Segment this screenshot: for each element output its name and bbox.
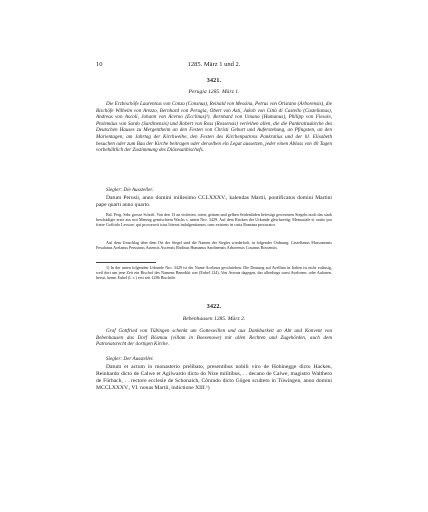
entry-3422-dateline-wrap <box>96 316 332 324</box>
footnote-divider <box>96 262 156 263</box>
page-header <box>96 61 332 71</box>
page-number: 10 <box>96 61 103 68</box>
entry-regest: Die Erzbischöfe Laurentius von Conza (Consnus), Reinald von Messina, Petrus von Oristano (Arborensis), die Bischöfe Wilhelm von Arezzo, Bernhard von Perugia, Obert von Asti, Jakob von Città di Castello (Castellanus), Andreas von Ascoli, Johann von Acerno (Ecclinus)¹). Bernhard von Umana (Humanus), Philipp von Fiesole, Ptolemäus von Sardo (Sardinensis) und Robert von Ross (Rossensis) verleihen allen, die die Pankratiuskirche des Deutschen Hauses zu Mergentheim an den Festen von Christi Geburt und Auferstehung, an Pfingsten, an den Marientagen, am Jahrtag der Kirchweihe, den Festen des Kirchenpatrons Pankratius und der hl. Elisabeth besuchen oder zum Bau der Kirche beitragen oder derselben ein Legat aussetzen, jeder einen Ablass von 40 Tagen vorbehältlich der Zustimmung des Diözesanbischofs. <box>96 101 332 154</box>
entry-text: Datum et actum in monasterio prelibato, presentibus nobili viro de Hohinegge dicto Hacken, Reinhardo dicto de Calwe et Agilwardo dicto do Nize militibus, . . decano de Calwe, magistro Walthero de Fürbach, . . rectore ecclesie de Schonaich, Cônrado dicto Gögen sculteto in Tüwingen, anno domini MCCLXXXV., VI. nonas Martii, indictione XIII.¹) <box>96 364 332 391</box>
entry-number: 3421. <box>206 78 222 84</box>
entry-regest: Graf Gottfried von Tübingen schenkt um Gotteswillen und aus Dankbarkeit an Abt und Konvent von Bebenhausen das Dorf Bösmau (villam in Boesenowe) mit allen Rechten und Zugehörden, auch dem Patronatsrecht der dortigen Kirche. <box>96 328 332 348</box>
entry-text: Datum Perusii, anno domini millesimo CCLXXXV., kalendas Martii, pontificatus domini Martini pape quarti anno quarto. <box>96 195 332 208</box>
entry-number: 3422. <box>206 304 222 310</box>
entry-archival-note: Bal. Perg. Sehr grosse Schrift. Von den 13 an violetten, roten, grünen und gelben Seidenfäden befestigt gewesenen Siegeln noch das stark beschädigte erste aus mit Mennig gemischtem Wachs s. unten Nro. 3429. Auf dem Rücken der Urkunde gleichzeitig: Memoriale et oratio pro fratre Goffrido Lessore, qui procuravit istas litteras indulgentiarum, tunc existens in curia Romana procurator. <box>96 212 332 228</box>
entry-3422-header <box>96 304 332 312</box>
entry-sealer: Siegler: Der Aussteller. <box>106 356 154 362</box>
entry-dateline: Perugia 1285. März 1. <box>188 89 240 95</box>
entry-3421-dateline-wrap <box>96 89 332 97</box>
entry-sealer: Siegler: Die Aussteller. <box>106 187 154 193</box>
entry-footnote: 1) In der unten folgenden Urkunde Nro. 3429 ist der Name Acelinus geschrieben. Die Deutung auf Avellino in Italien ist nicht zulässig, weil dort um jene Zeit ein Bischof des Namens Benedikt war (Eubel 124). Von Avrona dagegen, das allerdings sonst Avelonen. oder Aulonen. heisst, kennt Eubel (l. c.) erst seit 1286 Bischöfe. <box>96 265 332 281</box>
entry-archival-note: Auf dem Umschlag über dem Ort der Siegel sind die Namen der Siegler wiederholt, in folgender Ordnung: Castellanus Massanensis Fesulanus Arelanus Perusinus Astensis Ascensis Ebdinus Humanus Sardinensis Arborensis Cosanus Rossensis. <box>96 240 332 251</box>
running-head: 1285. März 1 und 2. <box>187 61 241 68</box>
entry-dateline: Bebenhausen 1285. März 2. <box>182 316 246 322</box>
entry-3421-header <box>96 78 332 86</box>
